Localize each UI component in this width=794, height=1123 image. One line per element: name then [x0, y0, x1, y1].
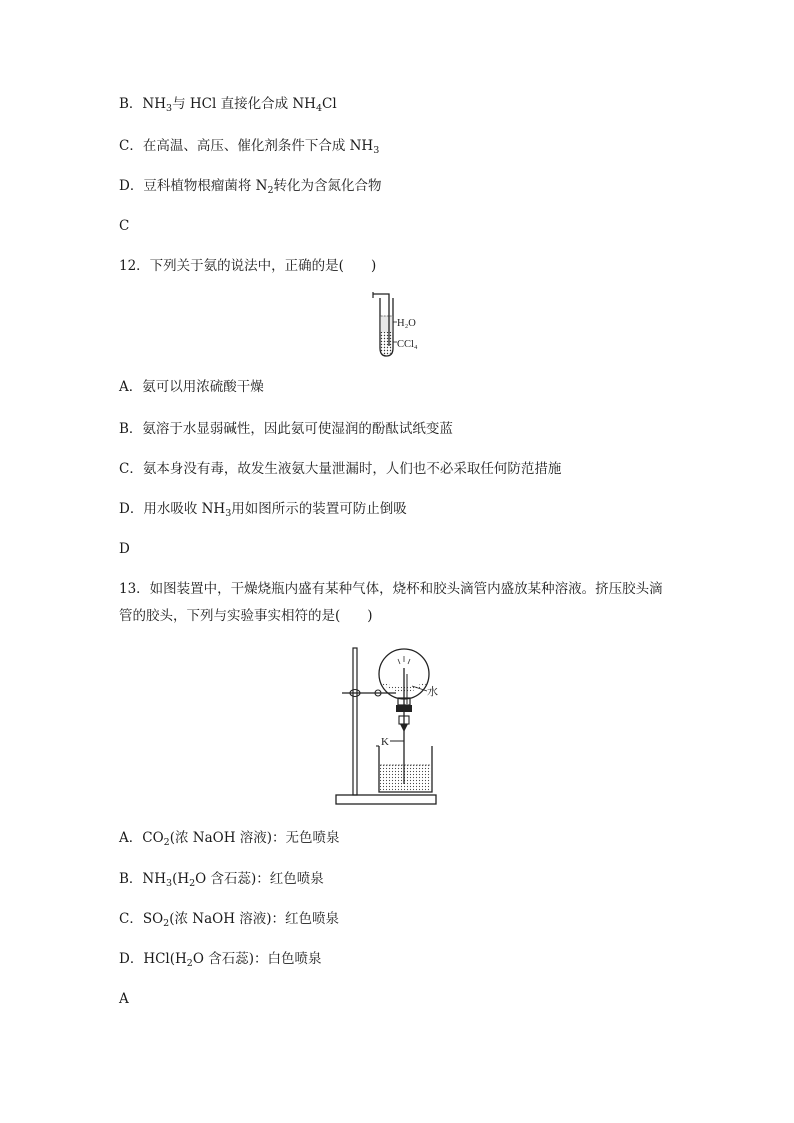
- q13-fountain-apparatus-figure: [334, 644, 442, 808]
- q12-answer: D: [119, 541, 130, 557]
- q13-answer: A: [119, 991, 129, 1007]
- q13-option-d: D．$HCl(H_2O$ 含石蕊)：白色喷泉: [119, 951, 322, 969]
- q13-option-b: B．$NH_3(H_2O$ 含石蕊)：红色喷泉: [119, 871, 324, 889]
- q13-label-water: 水: [427, 686, 438, 698]
- q13-option-a: A．$CO_2$(浓 NaOH 溶液)：无色喷泉: [119, 830, 340, 848]
- q11-option-b: B．$NH_3$与 HCl 直接化合成 $NH_4Cl$: [119, 96, 337, 114]
- q12-test-tube-figure: [368, 292, 430, 360]
- q13-stem-line-1: 13．如图装置中，干燥烧瓶内盛有某种气体，烧杯和胶头滴管内盛放某种溶液。挤压胶头滴: [119, 581, 663, 597]
- q13-label-k: K: [381, 736, 389, 748]
- q12-label-water: H₂O: [397, 318, 416, 329]
- q11-option-d: D．豆科植物根瘤菌将 $N_2$转化为含氮化合物: [119, 178, 382, 196]
- q12-option-b: B．氨溶于水显弱碱性，因此氨可使湿润的酚酞试纸变蓝: [119, 421, 453, 437]
- q13-stem-line-2: 管的胶头，下列与实验事实相符的是( ): [119, 608, 373, 624]
- q13-option-c: C．$SO_2$(浓 NaOH 溶液)：红色喷泉: [119, 911, 340, 929]
- q12-option-d: D．用水吸收 $NH_3$用如图所示的装置可防止倒吸: [119, 501, 407, 519]
- q11-option-c: C．在高温、高压、催化剂条件下合成 $NH_3$: [119, 138, 380, 156]
- q12-option-a: A．氨可以用浓硫酸干燥: [119, 379, 264, 395]
- q12-label-ccl4: CCl₄: [397, 339, 418, 350]
- q12-option-c: C．氨本身没有毒，故发生液氨大量泄漏时，人们也不必采取任何防范措施: [119, 461, 562, 477]
- q11-answer: C: [119, 218, 130, 234]
- q12-stem: 12．下列关于氨的说法中，正确的是( ): [119, 258, 377, 274]
